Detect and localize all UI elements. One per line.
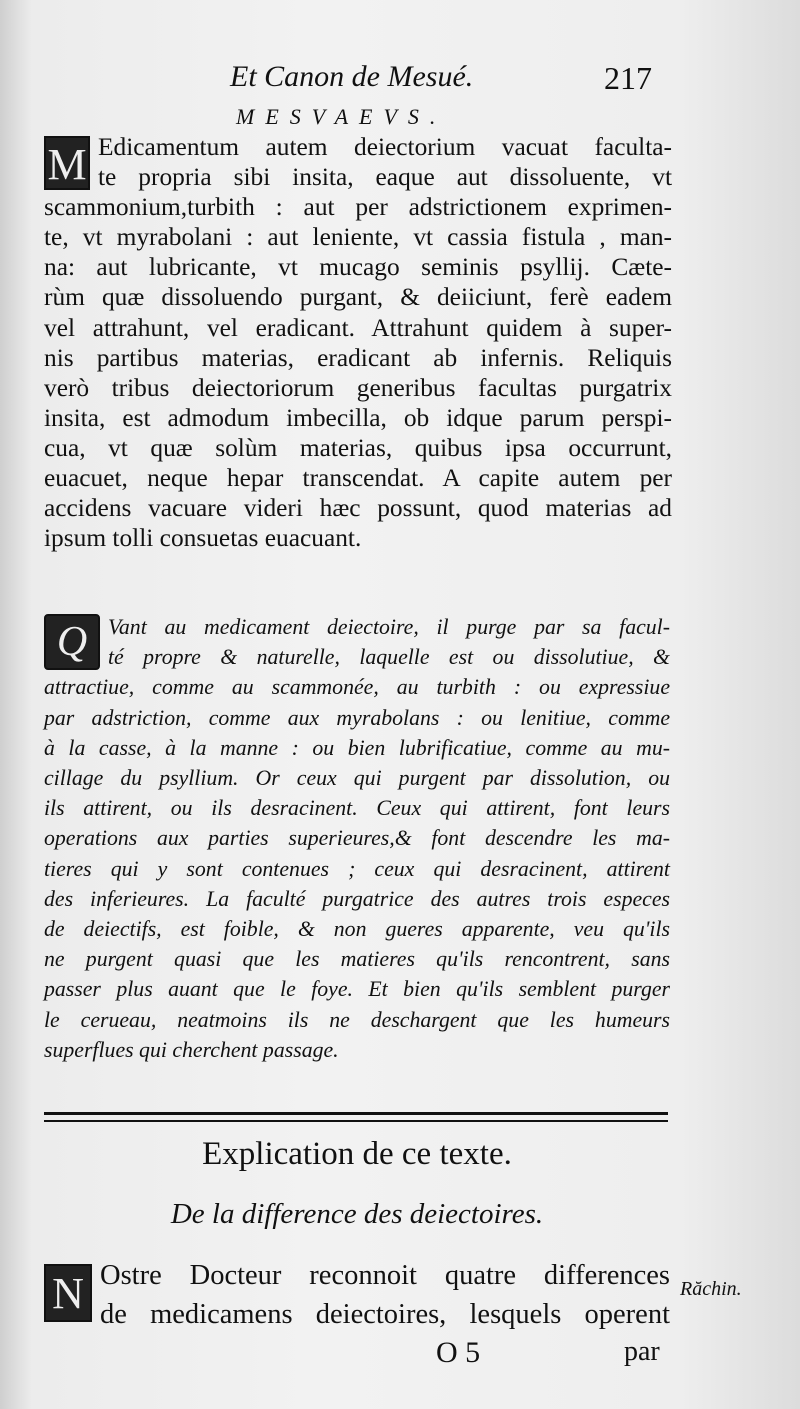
latin-line: verò tribus deiectoriorum generibus facultas purgatrix [44, 373, 672, 402]
latin-paragraph [44, 132, 672, 553]
french-line: cillage du psyllium. Or ceux qui purgent par dissolution, ou [44, 766, 670, 791]
latin-line: te propria sibi insita, eaque aut dissoluente, vt [98, 163, 672, 192]
author-heading: MESVAEVS. [236, 104, 447, 129]
french-paragraph [44, 612, 670, 1065]
latin-line: te, vt myrabolani : aut leniente, vt cassia fistula , man- [44, 223, 672, 252]
dropcap-m: M [44, 136, 90, 190]
french-line: té propre & naturelle, laquelle est ou dissolutiue, & [108, 645, 670, 670]
signature-mark: O 5 [436, 1336, 481, 1369]
latin-line: vel attrahunt, vel eradicant. Attrahunt quidem à super- [44, 313, 672, 342]
double-rule-divider [44, 1112, 668, 1122]
latin-line: na: aut lubricante, vt mucago seminis psyllij. Cæte- [44, 253, 672, 282]
section-title: Explication de ce texte. [202, 1136, 512, 1172]
latin-line: ipsum tolli consuetas euacuant. [44, 524, 362, 553]
latin-line: insita, est admodum imbecilla, ob idque parum perspi- [44, 403, 672, 432]
french-line: par adstriction, comme aux myrabolans : ou lenitiue, comme [44, 705, 670, 730]
french-line: Vant au medicament deiectoire, il purge par sa facul- [108, 615, 670, 639]
commentary-line: de medicamens deiectoires, lesquels operent [100, 1299, 670, 1330]
french-line: superflues qui cherchent passage. [44, 1037, 339, 1062]
page-number: 217 [604, 60, 652, 96]
french-line: le cerueau, neatmoins ils ne deschargent que les humeurs [44, 1007, 670, 1032]
latin-line: rùm quæ dissoluendo purgant, & deiiciunt, ferè eadem [44, 283, 672, 312]
page-header [0, 58, 800, 98]
latin-line: scammonium,turbith : aut per adstrictionem exprimen- [44, 193, 672, 222]
latin-line: nis partibus materias, eradicant ab infernis. Reliquis [44, 343, 672, 372]
dropcap-n: N [44, 1264, 92, 1322]
commentary-paragraph [44, 1256, 670, 1334]
margin-note: Răchin. [680, 1278, 742, 1300]
french-line: tieres qui y sont contenues ; ceux qui desracinent, attirent [44, 856, 670, 881]
dropcap-q: Q [44, 614, 100, 670]
latin-line: euacuet, neque hepar transcendat. A capite autem per [44, 464, 672, 493]
french-line: ne purgent quasi que les matieres qu'ils rencontrent, sans [44, 947, 670, 972]
french-line: de deiectifs, est foible, & non gueres apparente, veu qu'ils [44, 917, 670, 942]
french-line: des inferieures. La faculté purgatrice des autres trois especes [44, 886, 670, 911]
latin-line: accidens vacuare videri hæc possunt, quod materias ad [44, 494, 672, 523]
french-line: operations aux parties superieures,& font descendre les ma- [44, 826, 670, 851]
running-title: Et Canon de Mesué. [230, 60, 474, 93]
subsection-title: De la difference des deiectoires. [170, 1198, 544, 1230]
french-line: à la casse, à la manne : ou bien lubrificatiue, comme au mu- [44, 735, 670, 760]
french-line: passer plus auant que le foye. Et bien qu'ils semblent purger [44, 977, 670, 1002]
commentary-line: Ostre Docteur reconnoit quatre differences [100, 1260, 670, 1291]
french-line: attractiue, comme au scammonée, au turbith : ou expressiue [44, 675, 670, 700]
french-line: ils attirent, ou ils desracinent. Ceux qui attirent, font leurs [44, 796, 670, 821]
catchword: par [624, 1336, 660, 1367]
latin-line: Edicamentum autem deiectorium vacuat faculta- [98, 133, 672, 161]
latin-line: cua, vt quæ solùm materias, quibus ipsa occurrunt, [44, 433, 672, 462]
